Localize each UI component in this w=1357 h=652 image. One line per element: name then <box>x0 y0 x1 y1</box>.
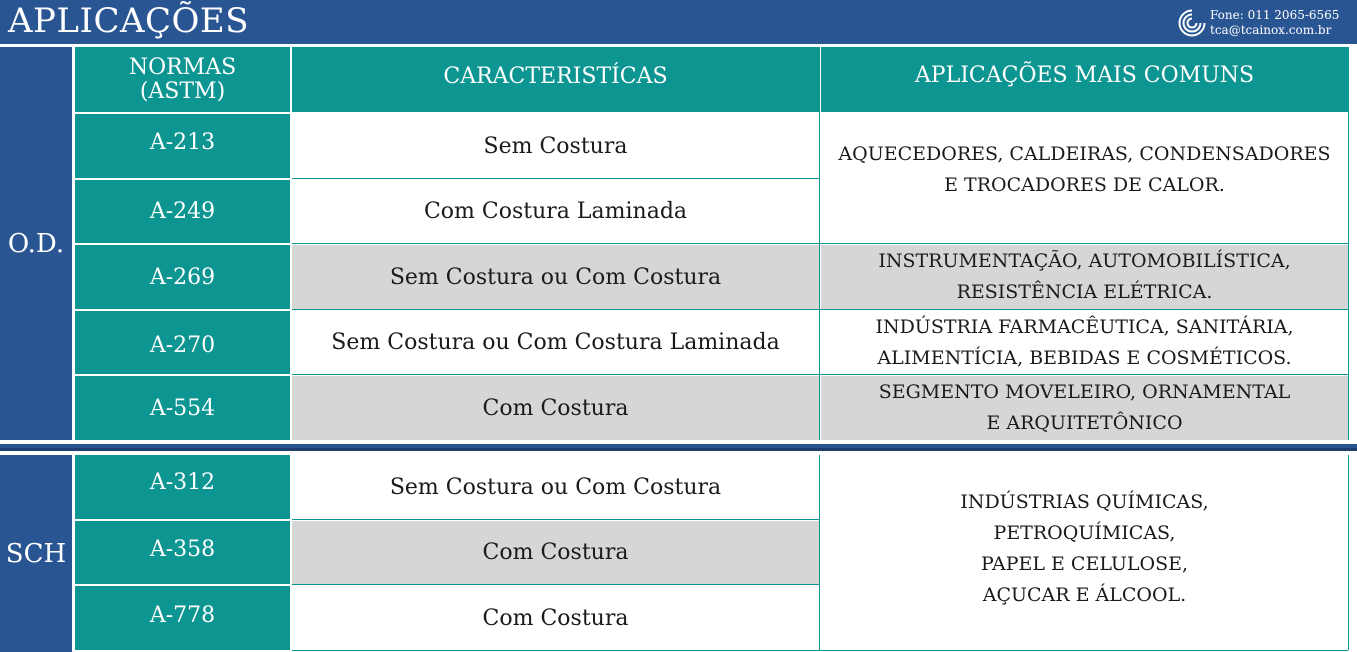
grid-line <box>292 309 1348 310</box>
group-separator-gap <box>0 451 1357 454</box>
caracteristica-cell: Com Costura <box>292 521 819 584</box>
group-label-od: O.D. <box>0 47 72 440</box>
grid-line <box>292 584 819 585</box>
caracteristica-cell: Com Costura <box>292 376 819 440</box>
caracteristica-cell: Sem Costura ou Com Costura <box>292 455 819 519</box>
norma-cell: A-312 <box>75 455 290 519</box>
caracteristica-cell: Sem Costura ou Com Costura Laminada <box>292 311 819 374</box>
norma-cell: A-778 <box>75 586 290 650</box>
grid-line <box>292 243 1348 244</box>
column-header-aplicacoes: APLICAÇÕES MAIS COMUNS <box>821 47 1348 112</box>
caracteristica-cell: Com Costura Laminada <box>292 180 819 243</box>
page-title: APLICAÇÕES <box>8 1 250 41</box>
norma-cell: A-270 <box>75 311 290 374</box>
group-label-sch: SCH <box>0 455 72 652</box>
page-header <box>0 0 1357 44</box>
grid-line <box>292 178 819 179</box>
grid-line <box>290 455 291 650</box>
email-text: tca@tcainox.com.br <box>1210 23 1332 37</box>
phone-text: Fone: 011 2065-6565 <box>1210 8 1340 22</box>
norma-cell: A-213 <box>75 114 290 178</box>
caracteristica-cell: Com Costura <box>292 586 819 650</box>
contact-info <box>1210 8 1339 38</box>
norma-cell: A-554 <box>75 376 290 440</box>
tca-spiral-logo-icon <box>1178 9 1206 37</box>
grid-line <box>819 455 820 650</box>
norma-cell: A-269 <box>75 245 290 309</box>
aplicacao-cell: INDÚSTRIA FARMACÊUTICA, SANITÁRIA, ALIMENTÍCIA, BEBIDAS E COSMÉTICOS. <box>821 311 1348 374</box>
grid-line <box>1348 47 1349 440</box>
aplicacao-cell: INDÚSTRIAS QUÍMICAS, PETROQUÍMICAS, PAPEL E CELULOSE, AÇUCAR E ÁLCOOL. <box>821 455 1348 650</box>
aplicacao-cell: SEGMENTO MOVELEIRO, ORNAMENTAL E ARQUITETÔNICO <box>821 376 1348 440</box>
grid-line <box>292 374 1348 375</box>
column-header-normas: NORMAS (ASTM) <box>75 47 290 112</box>
grid-line <box>1348 455 1349 650</box>
grid-line <box>290 47 291 440</box>
grid-line <box>292 519 819 520</box>
caracteristica-cell: Sem Costura <box>292 114 819 178</box>
aplicacao-cell: AQUECEDORES, CALDEIRAS, CONDENSADORES E TROCADORES DE CALOR. <box>821 114 1348 243</box>
aplicacao-cell: INSTRUMENTAÇÃO, AUTOMOBILÍSTICA, RESISTÊNCIA ELÉTRICA. <box>821 245 1348 309</box>
column-header-caracteristicas: CARACTERISTÍCAS <box>292 47 819 112</box>
caracteristica-cell: Sem Costura ou Com Costura <box>292 245 819 309</box>
norma-cell: A-358 <box>75 521 290 584</box>
grid-line <box>292 650 1348 651</box>
norma-cell: A-249 <box>75 180 290 243</box>
